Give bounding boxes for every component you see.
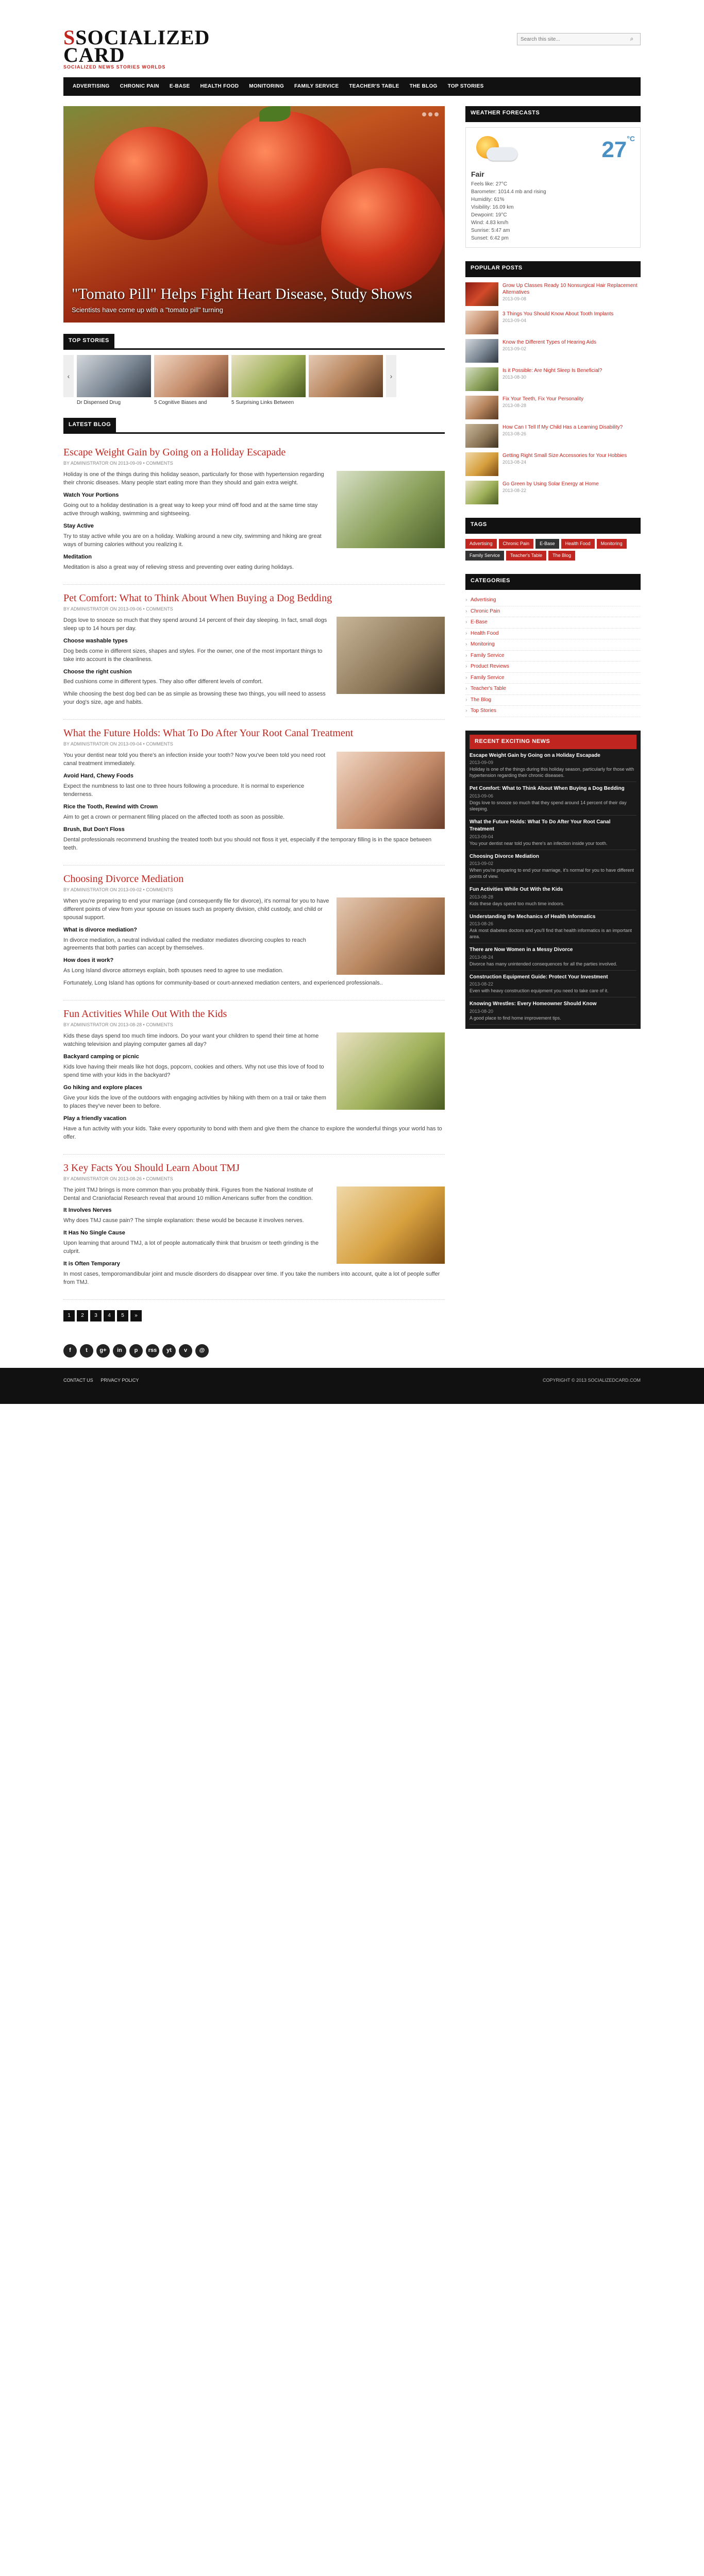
- site-header: [63, 0, 641, 77]
- recent-news-item[interactable]: [470, 883, 636, 910]
- popular-post[interactable]: [465, 311, 641, 334]
- category-link[interactable]: › Top Stories: [465, 706, 641, 717]
- post-subheading: Brush, But Don't Floss: [63, 826, 125, 833]
- social-icon[interactable]: in: [113, 1344, 126, 1358]
- post-paragraph: Try to stay active while you are on a holiday. Walking around a new city, swimming and hiking are great ways of burning calories without you realizing it.: [63, 533, 322, 548]
- popular-post-date: 2013-08-28: [502, 403, 527, 409]
- post-subheading: It Has No Single Cause: [63, 1230, 125, 1236]
- categories-heading: CATEGORIES: [465, 574, 641, 588]
- recent-news-excerpt: You your dentist near told you there's an infection inside your tooth.: [470, 840, 608, 846]
- popular-post-title[interactable]: Grow Up Classes Ready 10 Nonsurgical Hair Replacement Alternatives: [502, 283, 638, 296]
- featured-caption: [72, 286, 437, 315]
- popular-post-date: 2013-08-30: [502, 375, 527, 380]
- nav-item[interactable]: ADVERTISING: [73, 83, 110, 89]
- popular-post-thumbnail[interactable]: [465, 311, 498, 334]
- post-paragraph: Dog beds come in different sizes, shapes and styles. For the owner, one of the most important things to take into account is the cleanliness.: [63, 648, 323, 663]
- post-body: [63, 617, 445, 711]
- recent-news-title[interactable]: Knowing Wrestles: Every Homeowner Should Know: [470, 1001, 597, 1007]
- recent-news-title[interactable]: What the Future Holds: What To Do After Your Root Canal Treatment: [470, 819, 611, 833]
- post-image[interactable]: [337, 1187, 445, 1264]
- recent-news-excerpt: Kids these days spend too much time indoors.: [470, 901, 565, 906]
- post-paragraph: Kids these days spend too much time indoors. Do your want your children to spend their time at home watching television and playing computer games all day?: [63, 1033, 319, 1048]
- recent-news-excerpt: A good place to find home improvement tips.: [470, 1015, 561, 1021]
- post-title[interactable]: What the Future Holds: What To Do After Your Root Canal Treatment: [63, 727, 354, 739]
- top-stories-carousel: [63, 355, 445, 407]
- post-subheading: What is divorce mediation?: [63, 926, 138, 933]
- tag-link[interactable]: E-Base: [535, 539, 559, 549]
- categories-widget: [465, 574, 641, 717]
- popular-post-thumbnail[interactable]: [465, 396, 498, 419]
- main-nav: [63, 77, 641, 96]
- blog-post: [63, 720, 445, 865]
- logo-tagline: SOCIALIZED NEWS STORIES WORLDS: [63, 64, 166, 70]
- post-paragraph: As Long Island divorce attorneys explain, both spouses need to agree to use mediation.: [63, 968, 283, 974]
- tag-link[interactable]: The Blog: [548, 551, 575, 561]
- recent-heading: RECENT EXCITING NEWS: [470, 735, 636, 749]
- popular-post-date: 2013-08-26: [502, 431, 527, 437]
- post-meta: BY ADMINISTRATOR ON 2013-08-28 • COMMENTS: [63, 1022, 173, 1028]
- post-subheading: Choose washable types: [63, 637, 128, 644]
- popular-post-thumbnail[interactable]: [465, 452, 498, 476]
- tag-link[interactable]: Chronic Pain: [499, 539, 534, 549]
- post-subheading: Go hiking and explore places: [63, 1084, 142, 1091]
- top-story[interactable]: [77, 355, 151, 407]
- featured-image-tomato: [321, 168, 445, 292]
- page-link[interactable]: 2: [77, 1310, 88, 1321]
- weather-detail: Visibility: 16.09 km: [471, 205, 514, 211]
- category-link[interactable]: › Health Food: [465, 629, 641, 640]
- logo-line2: CARD: [63, 43, 125, 66]
- footer-copyright: COPYRIGHT © 2013 SOCIALIZEDCARD.COM: [542, 1377, 641, 1383]
- nav-item[interactable]: TOP STORIES: [447, 83, 484, 89]
- weather-detail: Barometer: 1014.4 mb and rising: [471, 189, 546, 195]
- logo-line1: SOCIALIZED: [75, 26, 210, 49]
- popular-post-title[interactable]: Know the Different Types of Hearing Aids: [502, 340, 596, 346]
- recent-news-item[interactable]: [470, 971, 636, 998]
- page-link[interactable]: 3: [90, 1310, 102, 1321]
- post-meta: BY ADMINISTRATOR ON 2013-09-06 • COMMENTS: [63, 606, 173, 612]
- recent-news-item[interactable]: [470, 782, 636, 816]
- recent-news-date: 2013-08-22: [470, 981, 494, 987]
- popular-post-title[interactable]: How Can I Tell If My Child Has a Learning Disability?: [502, 425, 623, 431]
- top-stories-heading-bar: [63, 334, 445, 350]
- featured-image-tomato: [94, 127, 208, 240]
- post-paragraph: You your dentist near told you there's an infection inside your tooth? Now you've been told you need root canal treatment immediately.: [63, 752, 326, 767]
- search-input[interactable]: [517, 33, 626, 45]
- popular-post-title[interactable]: Go Green by Using Solar Energy at Home: [502, 481, 599, 487]
- post-image[interactable]: [337, 471, 445, 548]
- popular-post[interactable]: [465, 339, 641, 363]
- social-icon[interactable]: rss: [146, 1344, 159, 1358]
- footer-link-privacy[interactable]: PRIVACY POLICY: [100, 1377, 139, 1383]
- main-column: [63, 106, 445, 1337]
- post-title[interactable]: Choosing Divorce Mediation: [63, 873, 184, 885]
- recent-news-excerpt: Divorce has many unintended consequences for all the parties involved.: [470, 961, 617, 967]
- post-paragraph: The joint TMJ brings is more common than you probably think. Figures from the National Institute of Dental and Craniofacial Research reveal that around 10 million Americans suffer from the condition.: [63, 1187, 313, 1201]
- popular-post-thumbnail[interactable]: [465, 481, 498, 504]
- popular-post-thumbnail[interactable]: [465, 339, 498, 363]
- post-meta: BY ADMINISTRATOR ON 2013-08-26 • COMMENTS: [63, 1176, 173, 1181]
- popular-post[interactable]: [465, 424, 641, 448]
- weather-detail: Feels like: 27°C: [471, 181, 508, 188]
- recent-news-excerpt: Dogs love to snooze so much that they spend around 14 percent of their day sleeping.: [470, 800, 627, 811]
- top-story[interactable]: [231, 355, 306, 407]
- popular-posts-widget: [465, 261, 641, 504]
- nav-item[interactable]: TEACHER'S TABLE: [349, 83, 399, 89]
- post-paragraph: While choosing the best dog bed can be as simple as browsing these two things, you will need to assess your dog's size, age and habits.: [63, 691, 326, 706]
- footer-link-contact[interactable]: CONTACT US: [63, 1377, 93, 1383]
- page-link[interactable]: 4: [104, 1310, 115, 1321]
- social-icon[interactable]: yt: [162, 1344, 176, 1358]
- post-title[interactable]: Pet Comfort: What to Think About When Buying a Dog Bedding: [63, 592, 332, 604]
- weather-detail: Sunset: 6:42 pm: [471, 235, 509, 242]
- top-story-image: [77, 355, 151, 397]
- post-subheading: Avoid Hard, Chewy Foods: [63, 773, 133, 779]
- post-body: [63, 1032, 445, 1145]
- weather-widget: [465, 106, 641, 248]
- recent-news-title[interactable]: Fun Activities While Out With the Kids: [470, 887, 563, 893]
- search-box: [517, 33, 641, 45]
- social-icon[interactable]: v: [179, 1344, 192, 1358]
- latest-heading-bar: [63, 418, 445, 434]
- page-link[interactable]: 5: [117, 1310, 128, 1321]
- category-link[interactable]: › Teacher's Table: [465, 684, 641, 695]
- popular-post[interactable]: [465, 481, 641, 504]
- post-paragraph: In divorce mediation, a neutral individual called the mediator mediates divorcing couples to reach agreements that both parties can accept by themselves.: [63, 937, 306, 952]
- recent-news-date: 2013-09-06: [470, 793, 494, 799]
- post-paragraph: Expect the numbness to last one to three hours following a procedure. It is normal to experience tenderness.: [63, 783, 305, 798]
- post-image[interactable]: [337, 617, 445, 694]
- social-icon[interactable]: f: [63, 1344, 77, 1358]
- post-body: [63, 897, 445, 992]
- nav-item[interactable]: MONITORING: [249, 83, 284, 89]
- popular-post-date: 2013-08-22: [502, 488, 527, 494]
- popular-post[interactable]: [465, 396, 641, 419]
- search-icon[interactable]: ⌕: [630, 35, 634, 43]
- post-paragraph: Aim to get a crown or permanent filling placed on the affected tooth as soon as possible.: [63, 814, 285, 820]
- weather-detail: Dewpoint: 19°C: [471, 212, 507, 218]
- post-subheading: It is Often Temporary: [63, 1261, 120, 1267]
- post-image[interactable]: [337, 1032, 445, 1110]
- tags-heading: TAGS: [465, 518, 641, 532]
- popular-post-date: 2013-09-04: [502, 318, 527, 324]
- post-paragraph: Give your kids the love of the outdoors with engaging activities by hiking with them on a trail or take them to places they've never been to before.: [63, 1094, 326, 1109]
- nav-item[interactable]: CHRONIC PAIN: [120, 83, 159, 89]
- page-link[interactable]: »: [130, 1310, 142, 1321]
- popular-post-title[interactable]: Getting Right Small Size Accessories for Your Hobbies: [502, 453, 627, 459]
- post-paragraph: Meditation is also a great way of relieving stress and preventing over eating during holidays.: [63, 564, 294, 570]
- top-story-caption: 5 Surprising Links Between: [231, 399, 294, 405]
- site-logo[interactable]: [63, 26, 210, 71]
- recent-news-widget: [465, 731, 641, 1029]
- recent-news-item[interactable]: [470, 850, 636, 884]
- recent-news-title[interactable]: Construction Equipment Guide: Protect Your Investment: [470, 974, 608, 980]
- tag-link[interactable]: Advertising: [465, 539, 497, 549]
- tag-link[interactable]: Monitoring: [597, 539, 627, 549]
- post-paragraph: Upon learning that around TMJ, a lot of people automatically think that bruxism or teeth grinding is the culprit.: [63, 1240, 319, 1255]
- post-subheading: Meditation: [63, 553, 92, 560]
- carousel-next-icon[interactable]: ›: [386, 355, 396, 397]
- top-stories-heading: TOP STORIES: [63, 334, 114, 348]
- recent-news-item[interactable]: [470, 749, 636, 783]
- recent-news-title[interactable]: Escape Weight Gain by Going on a Holiday Escapade: [470, 752, 600, 758]
- weather-condition: Fair: [471, 170, 484, 178]
- category-link[interactable]: › Monitoring: [465, 639, 641, 651]
- popular-heading: POPULAR POSTS: [465, 261, 641, 276]
- recent-news-title[interactable]: Understanding the Mechanics of Health Informatics: [470, 913, 596, 920]
- recent-news-excerpt: Ask most diabetes doctors and you'll find that health informatics is an important area.: [470, 928, 632, 940]
- popular-post[interactable]: [465, 367, 641, 391]
- top-story-image: [231, 355, 306, 397]
- post-paragraph: Going out to a holiday destination is a great way to keep your mind off food and at the same time stay active through walking, swimming and sightseeing.: [63, 502, 318, 517]
- post-paragraph: When you're preparing to end your marriage (and consequently file for divorce), it's normal for you to have different points of view from your spouse on issues such as property division, child custody, and child or spousal support.: [63, 897, 329, 921]
- featured-slider[interactable]: [63, 106, 445, 323]
- recent-news-excerpt: Even with heavy construction equipment you need to take care of it.: [470, 988, 609, 994]
- top-story-caption: Dr Dispensed Drug: [77, 399, 121, 405]
- top-story-caption: 5 Cognitive Biases and: [154, 399, 207, 405]
- recent-news-date: 2013-08-26: [470, 921, 494, 927]
- post-subheading: Watch Your Portions: [63, 492, 119, 499]
- nav-item[interactable]: THE BLOG: [409, 83, 438, 89]
- weather-detail: Humidity: 61%: [471, 197, 505, 203]
- social-icon[interactable]: t: [80, 1344, 93, 1358]
- featured-subtitle: Scientists have come up with a "tomato pill" turning: [72, 306, 223, 314]
- sidebar: [465, 106, 641, 1337]
- post-paragraph: Holiday is one of the things during this holiday season, particularly for those with hypertension regarding their chronic diseases. Many people start eating more than they should and gain extra weight.: [63, 471, 324, 486]
- recent-news-item[interactable]: [470, 997, 636, 1025]
- popular-post[interactable]: [465, 282, 641, 306]
- weather-temperature: $27^{^\circ C}$: [601, 134, 635, 163]
- tag-link[interactable]: Health Food: [561, 539, 595, 549]
- post-paragraph: Fortunately, Long Island has options for community-based or court-annexed mediation centers, and experienced professionals..: [63, 980, 383, 987]
- social-links: [63, 1337, 641, 1368]
- blog-post: [63, 439, 445, 584]
- popular-post-thumbnail[interactable]: [465, 367, 498, 391]
- post-title[interactable]: Fun Activities While Out With the Kids: [63, 1008, 227, 1020]
- popular-post[interactable]: [465, 452, 641, 476]
- logo-wordmark: SSOCIALIZED: [63, 26, 210, 49]
- recent-news-title[interactable]: Choosing Divorce Mediation: [470, 853, 540, 859]
- category-link[interactable]: › E-Base: [465, 617, 641, 629]
- recent-news-item[interactable]: [470, 816, 636, 850]
- blog-post: [63, 1001, 445, 1154]
- social-icon[interactable]: g+: [96, 1344, 110, 1358]
- post-paragraph: Dogs love to snooze so much that they spend around 14 percent of their day sleeping. In fact, small dogs sleep up to 14 hours per day.: [63, 617, 327, 632]
- social-icon[interactable]: @: [195, 1344, 209, 1358]
- category-link[interactable]: › Product Reviews: [465, 662, 641, 673]
- post-body: [63, 1187, 445, 1291]
- recent-news-date: 2013-09-09: [470, 760, 494, 766]
- social-icon[interactable]: p: [129, 1344, 143, 1358]
- popular-post-title[interactable]: 3 Things You Should Know About Tooth Implants: [502, 311, 614, 317]
- popular-post-thumbnail[interactable]: [465, 282, 498, 306]
- blog-post: [63, 1155, 445, 1300]
- blog-post: [63, 585, 445, 720]
- post-body: [63, 752, 445, 856]
- popular-post-title[interactable]: Fix Your Teeth, Fix Your Personality: [502, 396, 584, 402]
- post-meta: BY ADMINISTRATOR ON 2013-09-09 • COMMENTS: [63, 461, 173, 466]
- recent-news-item[interactable]: [470, 910, 636, 944]
- popular-post-date: 2013-08-24: [502, 460, 527, 465]
- partly-sunny-icon: [471, 133, 521, 167]
- site-footer: [0, 1368, 704, 1404]
- post-paragraph: Why does TMJ cause pain? The simple explanation: these would be because it involves nerves.: [63, 1217, 304, 1224]
- post-subheading: Choose the right cushion: [63, 668, 132, 675]
- nav-item[interactable]: E-BASE: [169, 83, 190, 89]
- recent-news-title[interactable]: There are Now Women in a Messy Divorce: [470, 947, 573, 953]
- tag-link[interactable]: Teacher's Table: [506, 551, 546, 561]
- popular-post-date: 2013-09-08: [502, 296, 527, 302]
- popular-post-thumbnail[interactable]: [465, 424, 498, 448]
- category-link[interactable]: › Family Service: [465, 673, 641, 684]
- popular-post-title[interactable]: Is it Possible: Are Night Sleep Is Beneficial?: [502, 368, 602, 374]
- post-paragraph: Have a fun activity with your kids. Take every opportunity to bond with them and give them the chance to explore the wonderful things your world has to offer.: [63, 1125, 442, 1140]
- nav-item[interactable]: FAMILY SERVICE: [294, 83, 339, 89]
- post-title[interactable]: 3 Key Facts You Should Learn About TMJ: [63, 1162, 240, 1174]
- post-subheading: How does it work?: [63, 957, 114, 964]
- featured-title[interactable]: "Tomato Pill" Helps Fight Heart Disease, Study Shows: [72, 285, 412, 303]
- post-paragraph: Dental professionals recommend brushing the treated tooth but you should not floss it yet, especially if the temporary filling is in the space between teeth.: [63, 836, 432, 851]
- footer-links: [63, 1377, 145, 1384]
- blog-post: [63, 866, 445, 1001]
- nav-item[interactable]: HEALTH FOOD: [200, 83, 239, 89]
- top-story[interactable]: [309, 355, 383, 407]
- post-subheading: Play a friendly vacation: [63, 1115, 127, 1122]
- recent-news-date: 2013-09-02: [470, 861, 494, 867]
- recent-news-date: 2013-08-28: [470, 894, 494, 900]
- recent-news-title[interactable]: Pet Comfort: What to Think About When Buying a Dog Bedding: [470, 786, 625, 792]
- post-image[interactable]: [337, 752, 445, 829]
- carousel-prev-icon[interactable]: ‹: [63, 355, 74, 397]
- latest-heading: LATEST BLOG: [63, 418, 116, 432]
- top-story-caption: [309, 397, 383, 399]
- post-image[interactable]: [337, 897, 445, 975]
- post-list: [63, 439, 445, 1300]
- post-meta: BY ADMINISTRATOR ON 2013-09-04 • COMMENTS: [63, 741, 173, 747]
- post-title[interactable]: Escape Weight Gain by Going on a Holiday Escapade: [63, 447, 286, 459]
- recent-news-excerpt: When you're preparing to end your marriage, it's normal for you to have different points of view.: [470, 868, 634, 879]
- category-link[interactable]: › Chronic Pain: [465, 606, 641, 618]
- post-subheading: Stay Active: [63, 523, 94, 530]
- page-link[interactable]: 1: [63, 1310, 75, 1321]
- featured-image-leaf: [259, 106, 290, 122]
- post-body: [63, 471, 445, 575]
- top-story-image: [154, 355, 228, 397]
- weather-detail: Sunrise: 5:47 am: [471, 228, 510, 234]
- weather-details: [471, 180, 635, 242]
- post-subheading: Rice the Tooth, Rewind with Crown: [63, 804, 158, 810]
- post-paragraph: In most cases, temporomandibular joint and muscle disorders do disappear over time. If you take the numbers into account, quite a lot of people suffer from TMJ.: [63, 1271, 440, 1286]
- recent-news-date: 2013-09-04: [470, 834, 494, 839]
- post-meta: BY ADMINISTRATOR ON 2013-09-02 • COMMENTS: [63, 887, 173, 892]
- top-story-image: [309, 355, 383, 397]
- slider-dots[interactable]: [422, 112, 439, 116]
- post-paragraph: Kids love having their meals like hot dogs, popcorn, cookies and others. Why not use this love of food to spend time with your kids in the backyard?: [63, 1064, 324, 1078]
- post-paragraph: Bed cushions come in different types. They also offer different levels of comfort.: [63, 679, 263, 685]
- top-story[interactable]: [154, 355, 228, 407]
- weather-heading: WEATHER FORECASTS: [465, 106, 641, 121]
- recent-news-excerpt: Holiday is one of the things during this holiday season, particularly for those with hypertension regarding their chronic diseases.: [470, 767, 634, 778]
- weather-detail: Wind: 4.83 km/h: [471, 220, 509, 226]
- post-subheading: Backyard camping or picnic: [63, 1054, 139, 1060]
- recent-news-item[interactable]: [470, 943, 636, 971]
- category-link[interactable]: › Advertising: [465, 595, 641, 606]
- popular-post-date: 2013-09-02: [502, 346, 527, 352]
- pagination: [63, 1310, 445, 1321]
- post-subheading: It Involves Nerves: [63, 1207, 112, 1214]
- recent-news-date: 2013-08-20: [470, 1008, 494, 1014]
- category-link[interactable]: › Family Service: [465, 651, 641, 662]
- tags-widget: [465, 518, 641, 561]
- category-link[interactable]: › The Blog: [465, 695, 641, 706]
- recent-news-date: 2013-08-24: [470, 954, 494, 960]
- tag-link[interactable]: Family Service: [465, 551, 504, 561]
